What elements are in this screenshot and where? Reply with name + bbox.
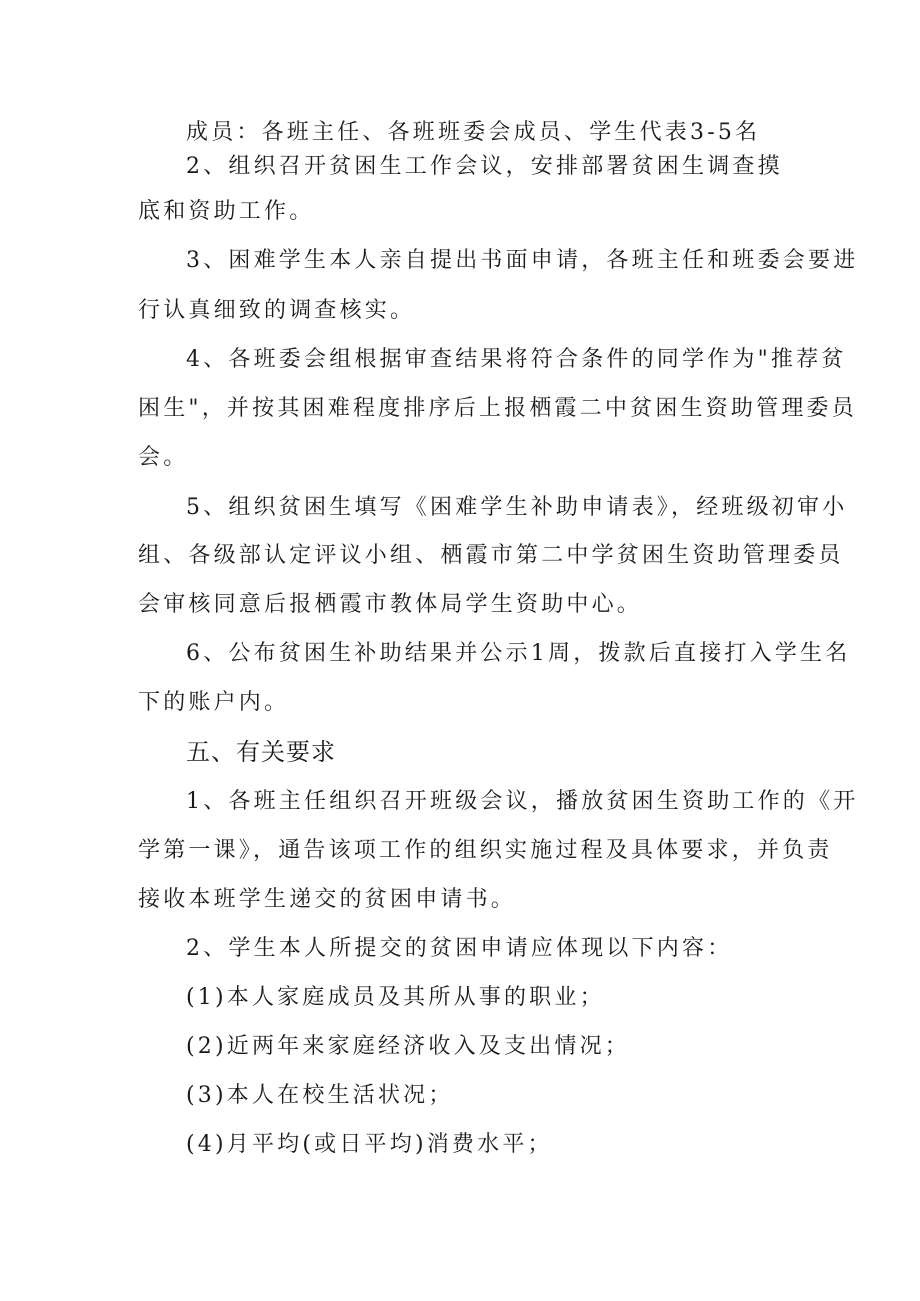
paragraph-line: 接收本班学生递交的贫困申请书。	[138, 887, 517, 912]
paragraph-line: 困生"，并按其困难程度排序后上报栖霞二中贫困生资助管理委员	[138, 396, 857, 421]
paragraph-line: 6、公布贫困生补助结果并公示1周，拨款后直接打入学生名	[186, 641, 851, 666]
paragraph-line: 2、组织召开贫困生工作会议，安排部署贫困生调查摸	[186, 154, 783, 179]
paragraph-line: 学第一课》，通告该项工作的组织实施过程及具体要求，并负责	[138, 838, 833, 863]
list-item: (3)本人在校生活状况；	[186, 1083, 454, 1108]
paragraph-line: 底和资助工作。	[138, 199, 315, 224]
paragraph-line: 5、组织贫困生填写《困难学生补助申请表》，经班级初审小	[186, 495, 848, 520]
paragraph-line: 2、学生本人所提交的贫困申请应体现以下内容：	[186, 936, 733, 961]
paragraph-line: 1、各班主任组织召开班级会议，播放贫困生资助工作的《开	[186, 789, 859, 814]
paragraph-line: 行认真细致的调查核实。	[138, 298, 416, 323]
paragraph-line: 会审核同意后报栖霞市教体局学生资助中心。	[138, 592, 643, 617]
paragraph-line: 下的账户内。	[138, 690, 290, 715]
list-item: (1)本人家庭成员及其所从事的职业；	[186, 985, 605, 1010]
paragraph-line: 组、各级部认定评议小组、栖霞市第二中学贫困生资助管理委员	[138, 543, 844, 568]
list-item: (2)近两年来家庭经济收入及支出情况；	[186, 1034, 630, 1059]
list-item: (4)月平均(或日平均)消费水平；	[186, 1132, 553, 1157]
section-heading: 五、有关要求	[186, 738, 336, 766]
paragraph-line: 4、各班委会组根据审查结果将符合条件的同学作为"推荐贫	[186, 347, 847, 372]
paragraph-line: 会。	[138, 445, 189, 470]
paragraph-line: 3、困难学生本人亲自提出书面申请，各班主任和班委会要进	[186, 248, 859, 273]
paragraph-line: 成员：各班主任、各班班委会成员、学生代表3-5名	[186, 120, 761, 145]
